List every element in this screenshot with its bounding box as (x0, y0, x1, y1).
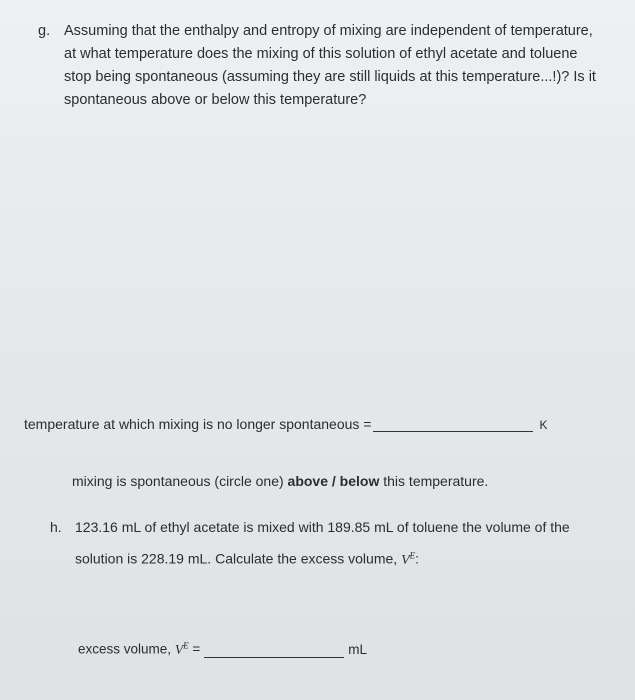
question-h (50, 513, 610, 575)
excess-answer-symbol: $V^E$ (174, 640, 189, 657)
spontaneity-prefix: mixing is spontaneous (circle one) (72, 473, 284, 489)
question-g-text: Assuming that the enthalpy and entropy of mixing are independent of temperature, at what temperature does the mixing of this solution of ethyl acetate and toluene stop being spontaneous (assuming they are still liquids at this temperature...!)? Is it spontaneous above or below this temperature? (64, 23, 596, 108)
excess-answer-unit: mL (348, 641, 367, 657)
temperature-answer-blank (373, 417, 533, 432)
spontaneity-suffix: this temperature. (383, 473, 489, 489)
spontaneity-options: above / below (287, 473, 380, 489)
question-h-text: 123.16 mL of ethyl acetate is mixed with 189.85 mL of toluene the volume of the solution is 228.19 mL. Calculate the excess volume, (75, 519, 570, 567)
question-h-text-end: : (415, 550, 420, 567)
question-h-body (75, 513, 610, 575)
excess-answer-blank (204, 643, 344, 658)
excess-volume-symbol: $V^E$ (401, 550, 416, 568)
temperature-answer-label: temperature at which mixing is no longer spontaneous = (24, 416, 372, 432)
temperature-unit: K (539, 418, 548, 432)
spontaneity-line (72, 473, 488, 489)
excess-answer-line (78, 640, 367, 658)
excess-answer-label: excess volume, (78, 641, 172, 657)
excess-answer-equals: = (192, 641, 201, 657)
question-g (38, 20, 608, 112)
question-h-letter: h. (50, 519, 62, 535)
question-g-letter: g. (38, 23, 51, 39)
temperature-answer-line (24, 416, 614, 432)
